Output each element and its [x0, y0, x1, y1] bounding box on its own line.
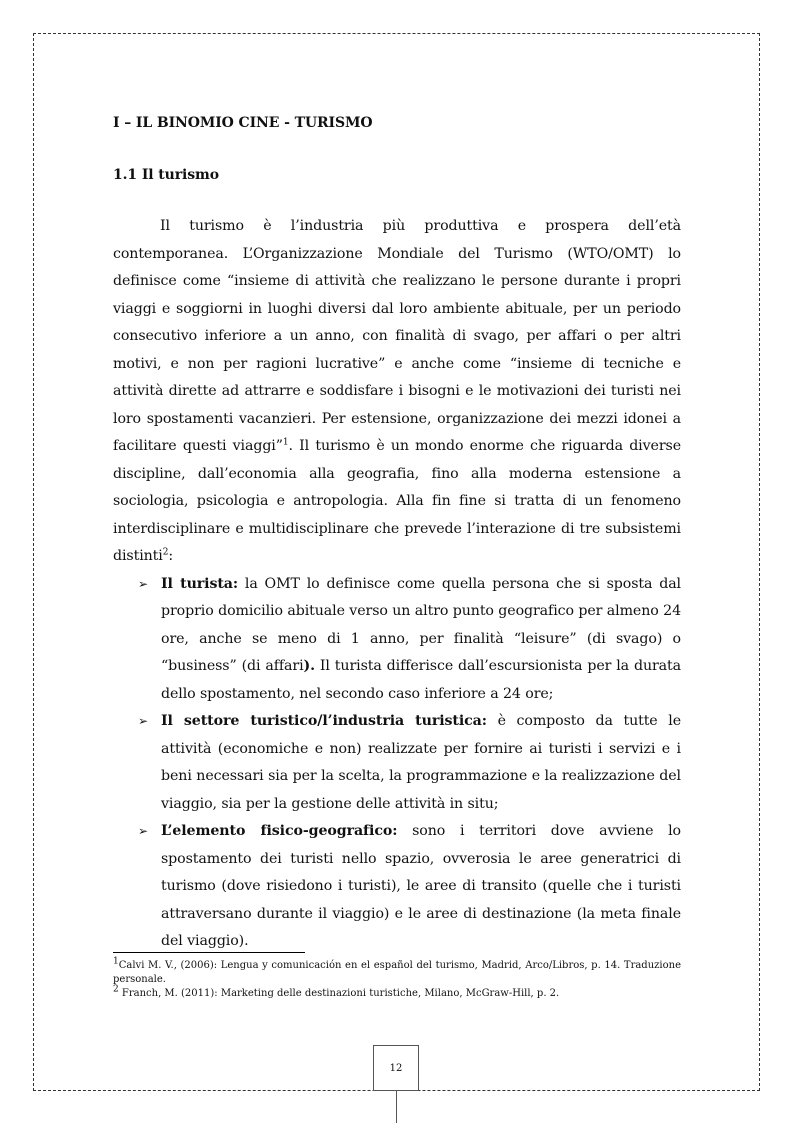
footnote-1 — [113, 956, 681, 987]
bullet-list — [113, 571, 681, 956]
footnote-separator — [113, 952, 305, 953]
bullet-text: la OMT lo definisce come quella persona che si sposta dal proprio domicilio abituale verso un altro punto geografico per almeno 24 ore, anche se meno di 1 anno, per finalità “leisure” (di svago) o “business” (di affari — [161, 575, 681, 674]
paragraph-text-continued: . Il turismo è un mondo enorme che riguarda diverse discipline, dall’economia alla geografia, fino alla moderna estensione a sociologia, psicologia e antropologia. Alla fin fine si tratta di un fenomeno interdisciplinare e multidisciplinare che prevede l’interazione di tre subsistemi distinti — [113, 438, 681, 564]
bullet-term: L’elemento fisico-geografico: — [161, 823, 398, 839]
footnotes — [113, 952, 681, 1001]
bullet-text: sono i territori dove avviene lo spostamento dei turisti nello spazio, ovverosia le aree generatrici di turismo (dove risiedono i turisti), le aree di transito (quelle che i turisti attraversano durante il viaggio) e le aree di destinazione (la meta finale del viaggio). — [161, 823, 681, 949]
footnote-marker: 2 — [113, 984, 119, 995]
page-number: 12 — [373, 1045, 419, 1091]
paragraph-end: : — [168, 548, 174, 564]
bullet-term: Il settore turistico/l’industria turistica: — [161, 713, 487, 729]
bullet-text: è composto da tutte le attività (economiche e non) realizzate per fornire ai turisti i servizi e i beni necessari sia per la scelta, la programmazione e la realizzazione del viaggio, sia per la gestione delle attività in situ; — [161, 713, 681, 812]
section-title: 1.1 Il turismo — [113, 167, 219, 183]
footnote-text: Calvi M. V., (2006): Lengua y comunicación en el español del turismo, Madrid, Arco/Libros, p. 14. Traduzione personale. — [113, 960, 681, 985]
bullet-term: Il turista: — [161, 575, 239, 592]
arrow-bullet-icon: ➢ — [138, 714, 148, 728]
arrow-bullet-icon: ➢ — [138, 824, 148, 838]
arrow-bullet-icon: ➢ — [138, 576, 148, 591]
footnote-ref-1[interactable]: 1 — [282, 437, 289, 448]
list-item — [113, 708, 681, 818]
body-paragraph — [113, 213, 681, 571]
chapter-title: I – IL BINOMIO CINE - TURISMO — [113, 115, 373, 131]
footnote-2 — [113, 984, 681, 1001]
bullet-bold-tail: ). — [303, 658, 315, 674]
paragraph-text: Il turismo è l’industria più produttiva e prospera dell’età contemporanea. L’Organizzazione Mondiale del Turismo (WTO/OMT) lo definisce come “insieme di attività che realizzano le persone durante i propri viaggi e soggiorni in luoghi diversi dal loro ambiente abituale, per un periodo consecutivo inferiore a un anno, con finalità di svago, per affari o per altri motivi, e non per ragioni lucrative” e anche come “insieme di tecniche e attività dirette ad attrarre e soddisfare i bisogni e le motivazioni dei turisti nei loro spostamenti vacanzieri. Per estensione, organizzazione dei mezzi idonei a facilitare questi viaggi” — [113, 218, 681, 454]
footnote-text: Franch, M. (2011): Marketing delle destinazioni turistiche, Milano, McGraw-Hill, p. 2. — [118, 988, 560, 999]
page-number-connector — [396, 1091, 397, 1123]
bullet-text-continued: Il turista differisce dall’escursionista per la durata dello spostamento, nel secondo caso inferiore a 24 ore; — [161, 658, 682, 702]
list-item — [113, 818, 681, 956]
footnote-marker: 1 — [113, 956, 119, 967]
list-item — [113, 571, 681, 709]
footnote-ref-2[interactable]: 2 — [162, 547, 169, 558]
page-content — [113, 112, 681, 956]
